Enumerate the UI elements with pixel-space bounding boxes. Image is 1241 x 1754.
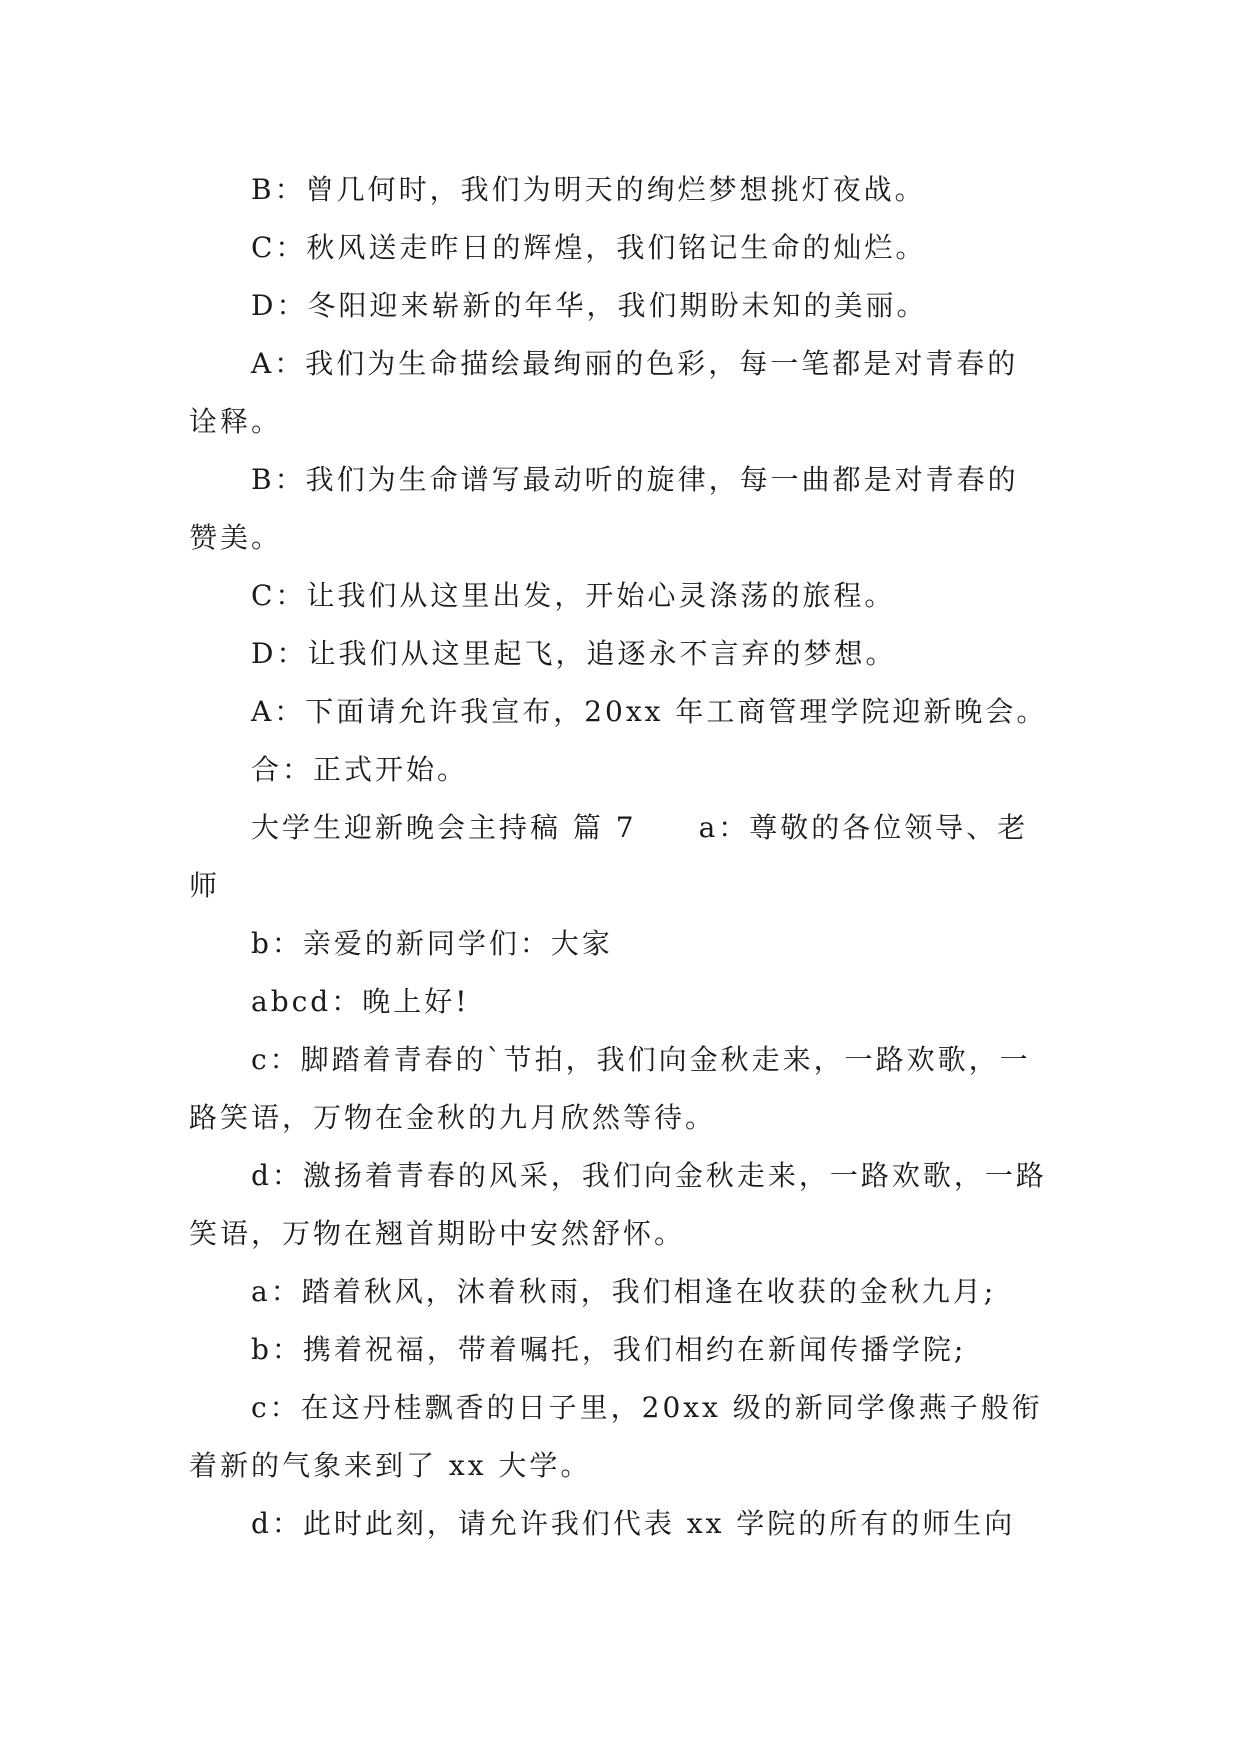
- paragraph: c：在这丹桂飘香的日子里，20xx 级的新同学像燕子般衔着新的气象来到了 xx 大学。: [189, 1391, 1043, 1482]
- paragraph: B：曾几何时，我们为明天的绚烂梦想挑灯夜战。: [251, 173, 926, 206]
- paragraph: b：携着祝福，带着嘱托，我们相约在新闻传播学院;: [251, 1333, 967, 1366]
- paragraph: a：踏着秋风，沐着秋雨，我们相逢在收获的金秋九月;: [251, 1275, 997, 1308]
- paragraph: b：亲爱的新同学们：大家: [251, 927, 613, 960]
- paragraph: 合：正式开始。: [251, 753, 469, 786]
- paragraph: A：下面请允许我宣布，20xx 年工商管理学院迎新晚会。: [251, 695, 1048, 728]
- paragraph: B：我们为生命谱写最动听的旋律，每一曲都是对青春的赞美。: [189, 463, 1019, 554]
- paragraph: d：激扬着青春的风采，我们向金秋走来，一路欢歌，一路笑语，万物在翘首期盼中安然舒怀。: [189, 1159, 1047, 1250]
- paragraph: abcd：晚上好!: [251, 985, 470, 1018]
- paragraph: A：我们为生命描绘最绚丽的色彩，每一笔都是对青春的诠释。: [189, 347, 1019, 438]
- paragraph: D：让我们从这里起飞，追逐永不言弃的梦想。: [251, 637, 897, 670]
- section-heading-paragraph: 大学生迎新晚会主持稿 篇 7 a：尊敬的各位领导、老师: [189, 811, 1029, 902]
- paragraph: D：冬阳迎来崭新的年华，我们期盼未知的美丽。: [251, 289, 928, 322]
- paragraph: C：秋风送走昨日的辉煌，我们铭记生命的灿烂。: [251, 231, 927, 264]
- paragraph: d：此时此刻，请允许我们代表 xx 学院的所有的师生向: [251, 1507, 1016, 1540]
- paragraph: C：让我们从这里出发，开始心灵涤荡的旅程。: [251, 579, 896, 612]
- document-body: [189, 161, 1049, 1553]
- paragraph: c：脚踏着青春的`节拍，我们向金秋走来，一路欢歌，一路笑语，万物在金秋的九月欣然等待。: [189, 1043, 1031, 1134]
